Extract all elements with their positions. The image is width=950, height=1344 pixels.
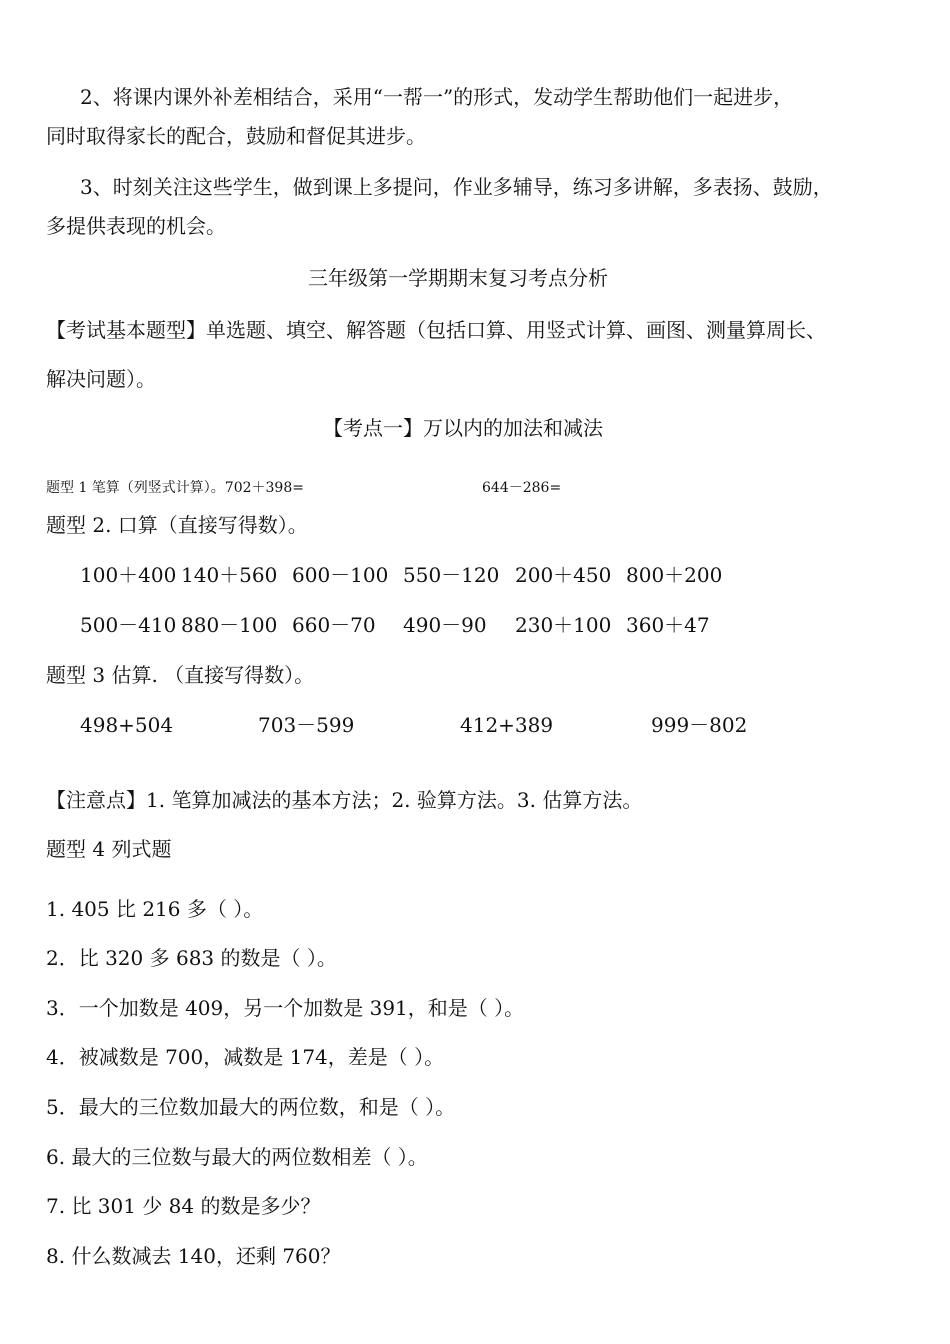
question-6: 6. 最大的三位数与最大的两位数相差（ ）。 bbox=[46, 1145, 428, 1169]
question-2: 2．比 320 多 683 的数是（ ）。 bbox=[46, 946, 337, 970]
estimation-item: 412+389 bbox=[460, 713, 554, 737]
question-5: 5．最大的三位数加最大的两位数，和是（ ）。 bbox=[46, 1095, 456, 1119]
mental-math-item: 800＋200 bbox=[626, 563, 723, 587]
intro-paragraph-2-line-1: 2、将课内课外补差相结合，采用“一帮一”的形式，发动学生帮助他们一起进步， bbox=[80, 85, 794, 109]
question-4: 4．被减数是 700，减数是 174，差是（ ）。 bbox=[46, 1045, 445, 1069]
question-8: 8. 什么数减去 140，还剩 760？ bbox=[46, 1244, 341, 1268]
intro-paragraph-3-line-1: 3、时刻关注这些学生，做到课上多提问，作业多辅导，练习多讲解，多表扬、鼓励， bbox=[80, 175, 833, 199]
question-1: 1. 405 比 216 多（ ）。 bbox=[46, 897, 264, 921]
mental-math-item: 100＋400 bbox=[80, 563, 177, 587]
mental-math-item: 880－100 bbox=[181, 613, 278, 637]
type-1-item-2: 644－286= bbox=[482, 480, 562, 496]
estimation-item: 999－802 bbox=[651, 713, 748, 737]
notes: 【注意点】1. 笔算加减法的基本方法；2. 验算方法。3. 估算方法。 bbox=[46, 788, 643, 812]
mental-math-item: 550－120 bbox=[403, 563, 500, 587]
question-3: 3．一个加数是 409，另一个加数是 391，和是（ ）。 bbox=[46, 996, 525, 1020]
mental-math-item: 600－100 bbox=[292, 563, 389, 587]
type-3-label: 题型 3 估算. （直接写得数）。 bbox=[46, 663, 315, 687]
mental-math-item: 200＋450 bbox=[515, 563, 612, 587]
mental-math-item: 660－70 bbox=[292, 613, 376, 637]
exam-types-line-2: 解决问题）。 bbox=[46, 367, 156, 391]
page-title: 三年级第一学期期末复习考点分析 bbox=[308, 266, 608, 290]
mental-math-item: 230＋100 bbox=[515, 613, 612, 637]
question-7: 7. 比 301 少 84 的数是多少？ bbox=[46, 1194, 321, 1218]
mental-math-item: 140＋560 bbox=[181, 563, 278, 587]
mental-math-item: 500－410 bbox=[80, 613, 177, 637]
type-4-label: 题型 4 列式题 bbox=[46, 837, 172, 861]
estimation-item: 703－599 bbox=[258, 713, 355, 737]
estimation-item: 498+504 bbox=[80, 713, 174, 737]
intro-paragraph-3-line-2: 多提供表现的机会。 bbox=[46, 214, 226, 238]
section-1-title: 【考点一】万以内的加法和减法 bbox=[323, 416, 603, 440]
mental-math-item: 490－90 bbox=[403, 613, 487, 637]
exam-types-line-1: 【考试基本题型】单选题、填空、解答题（包括口算、用竖式计算、画图、测量算周长、 bbox=[46, 318, 826, 342]
type-1-label: 题型 1 笔算（列竖式计算）。702＋398= bbox=[46, 480, 304, 496]
mental-math-item: 360＋47 bbox=[626, 613, 710, 637]
type-2-label: 题型 2. 口算（直接写得数）。 bbox=[46, 513, 308, 537]
intro-paragraph-2-line-2: 同时取得家长的配合，鼓励和督促其进步。 bbox=[46, 124, 426, 148]
